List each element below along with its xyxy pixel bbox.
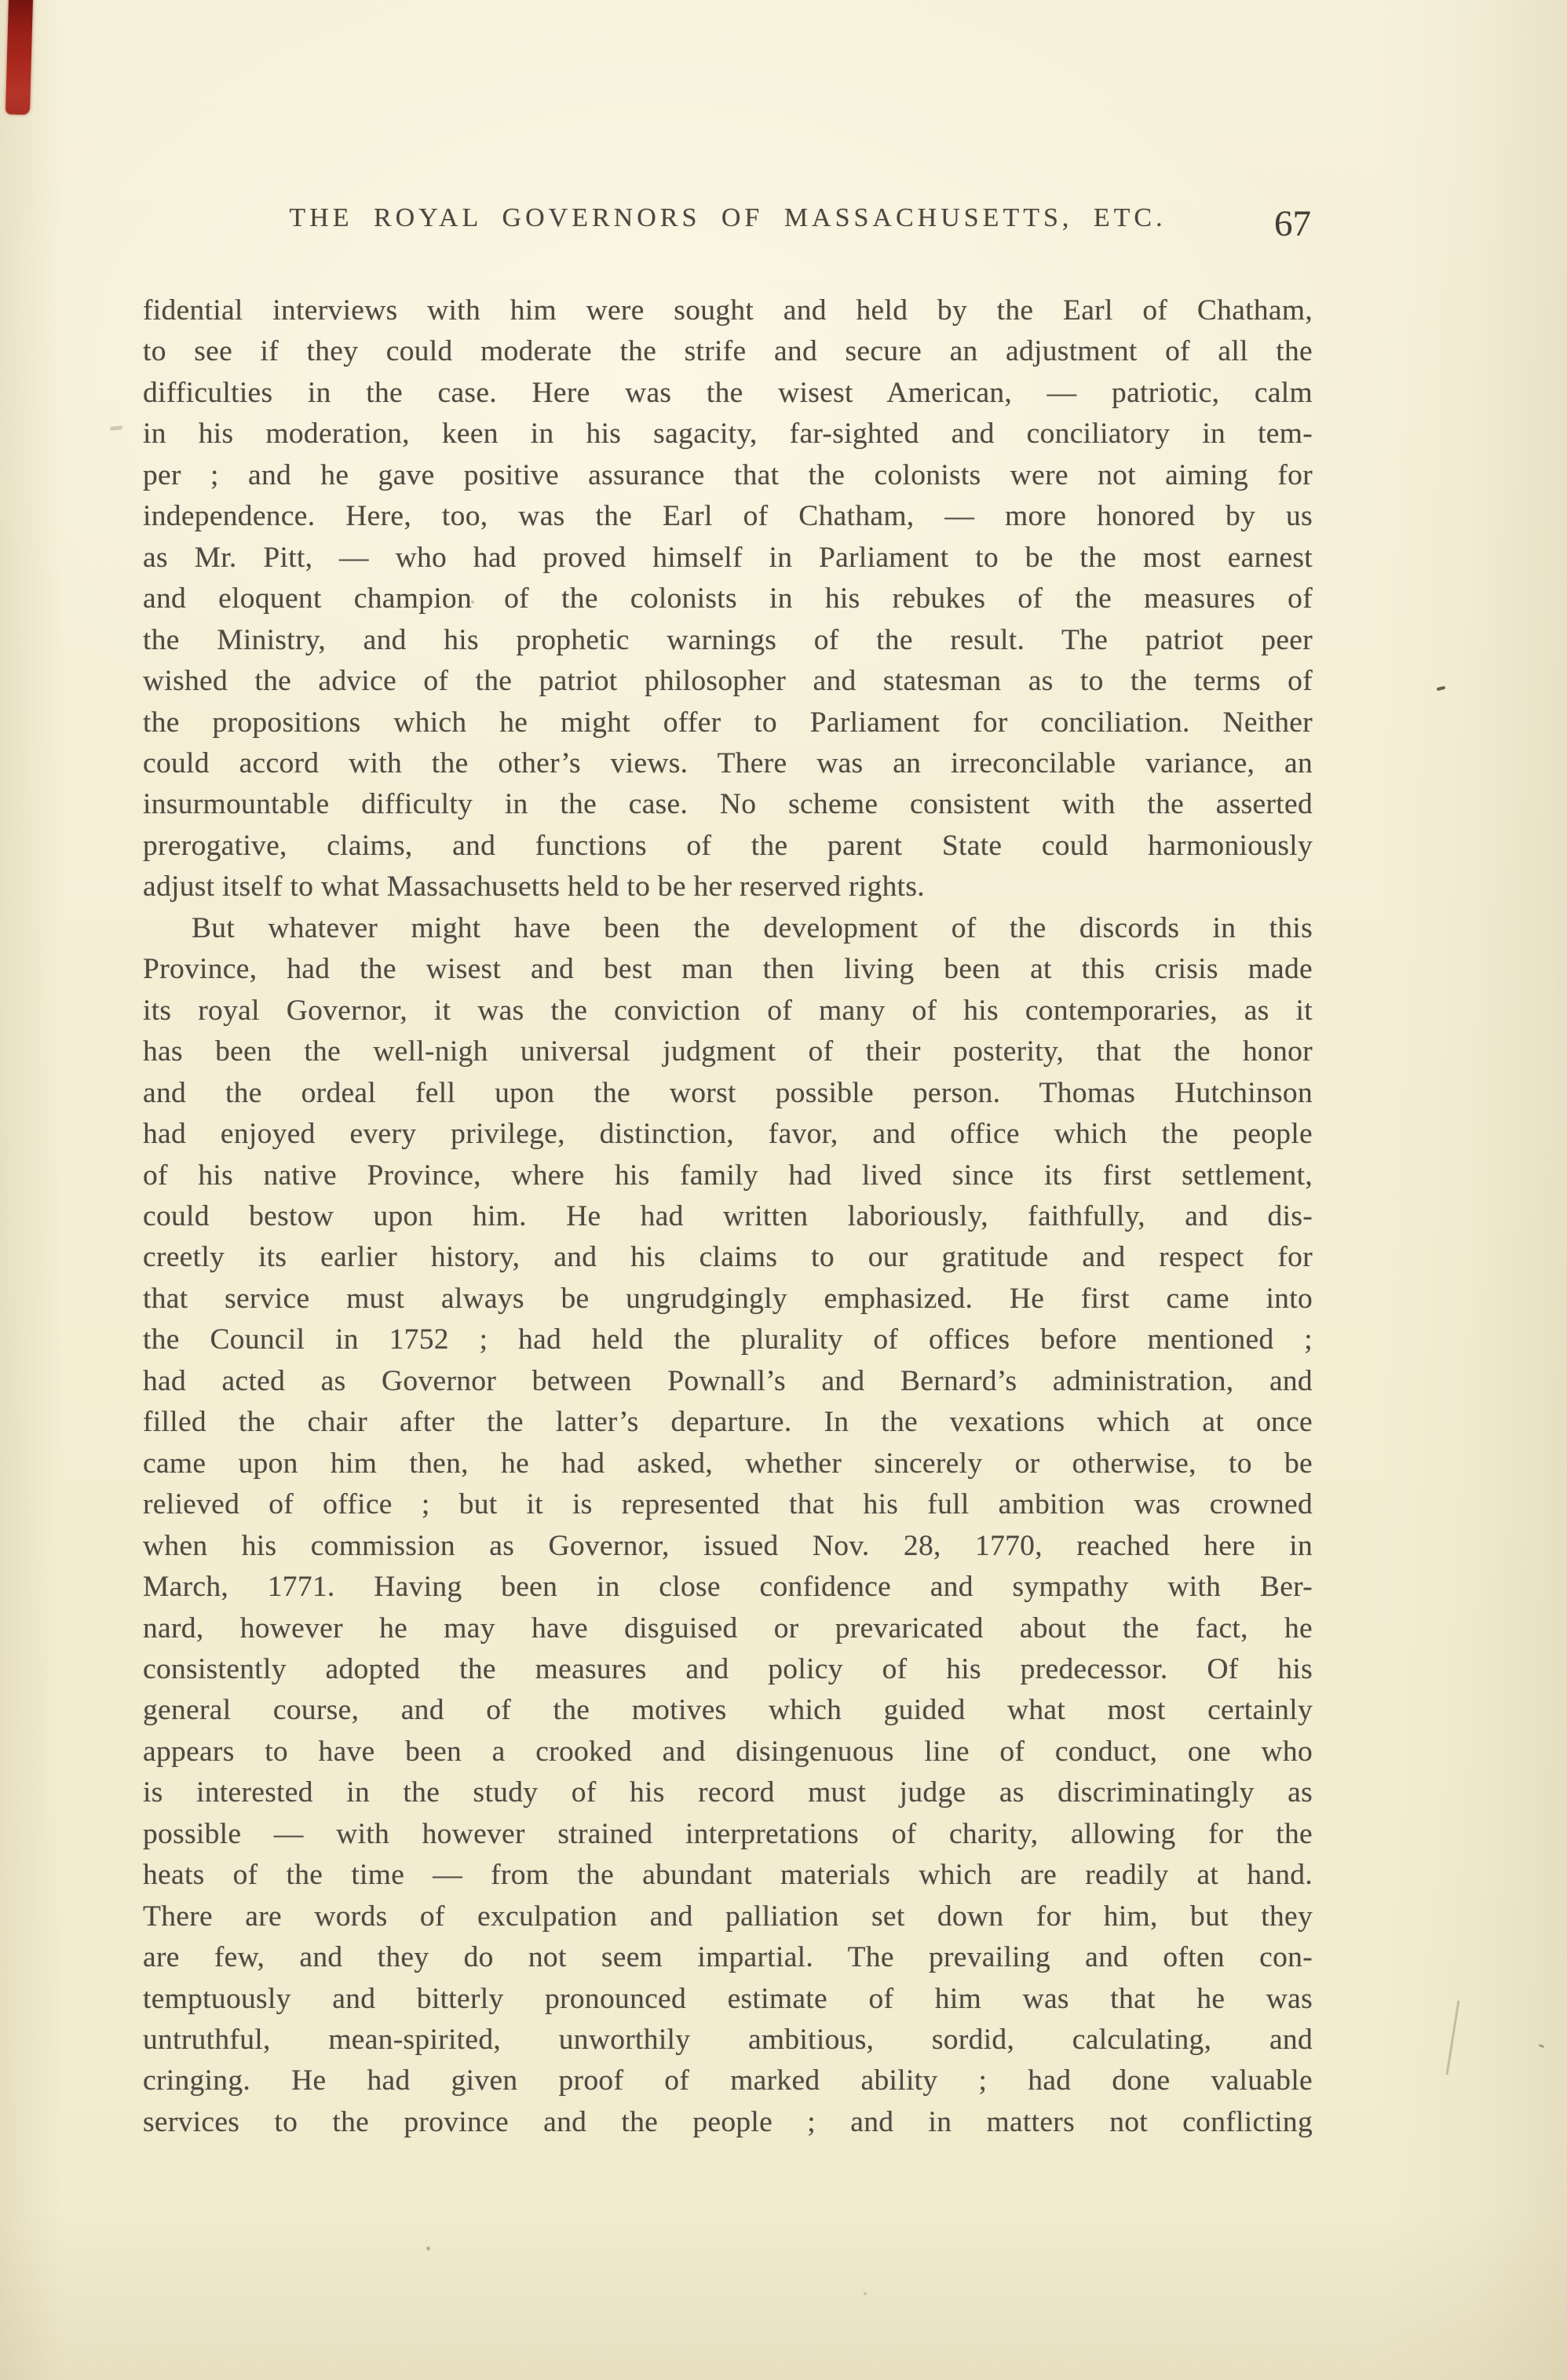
text-line: cringing. He had given proof of marked ability ; had done valuable: [143, 2064, 1313, 2097]
text-line: to see if they could moderate the strife and secure an adjustment of all the: [143, 335, 1313, 368]
text-line: nard, however he may have disguised or prevaricated about the fact, he: [143, 1612, 1313, 1644]
text-line: independence. Here, too, was the Earl of Chatham, — more honored by us: [143, 500, 1313, 533]
text-line: had enjoyed every privilege, distinction, favor, and office which the people: [143, 1118, 1313, 1151]
text-line: appears to have been a crooked and disingenuous line of conduct, one who: [143, 1735, 1313, 1768]
text-line: that service must always be ungrudgingly emphasized. He first came into: [143, 1282, 1313, 1315]
text-line: its royal Governor, it was the conviction of many of his contemporaries, as it: [143, 994, 1313, 1027]
scan-speck: [1539, 2044, 1545, 2048]
text-line: But whatever might have been the development of the discords in this: [192, 911, 1313, 944]
text-line: could bestow upon him. He had written laboriously, faithfully, and dis-: [143, 1199, 1313, 1232]
text-line: consistently adopted the measures and policy of his predecessor. Of his: [143, 1652, 1313, 1685]
text-line: when his commission as Governor, issued Nov. 28, 1770, reached here in: [143, 1529, 1313, 1562]
text-line: filled the chair after the latter’s departure. In the vexations which at once: [143, 1406, 1313, 1439]
text-line: adjust itself to what Massachusetts held to be her reserved rights.: [143, 871, 925, 903]
scan-speck: [426, 2247, 430, 2250]
red-ink-mark: [5, 0, 33, 115]
scan-scratch: [1446, 2000, 1460, 2075]
text-line: came upon him then, he had asked, whether sincerely or otherwise, to be: [143, 1447, 1313, 1480]
text-line: the Ministry, and his prophetic warnings of the result. The patriot peer: [143, 623, 1313, 656]
text-line: insurmountable difficulty in the case. No scheme consistent with the asserted: [143, 788, 1313, 821]
scan-speck: [471, 600, 474, 604]
scan-speck: [1437, 686, 1446, 692]
text-line: Province, had the wisest and best man then living been at this crisis made: [143, 953, 1313, 986]
text-line: per ; and he gave positive assurance that the colonists were not aiming for: [143, 458, 1313, 491]
text-line: has been the well-nigh universal judgment of their posterity, that the honor: [143, 1035, 1313, 1068]
text-line: had acted as Governor between Pownall’s and Bernard’s administration, and: [143, 1364, 1313, 1397]
body-text: [143, 290, 1313, 2143]
text-line: heats of the time — from the abundant materials which are readily at hand.: [143, 1859, 1313, 1892]
text-line: of his native Province, where his family had lived since its first settlement,: [143, 1159, 1313, 1192]
scan-smudge: [110, 425, 122, 431]
text-line: temptuously and bitterly pronounced estimate of him was that he was: [143, 1982, 1313, 2015]
text-line: services to the province and the people ; and in matters not conflicting: [143, 2105, 1313, 2138]
text-line: in his moderation, keen in his sagacity, far-sighted and conciliatory in tem-: [143, 418, 1313, 451]
scan-speck: [864, 2292, 867, 2295]
page-title: THE ROYAL GOVERNORS OF MASSACHUSETTS, ETC.: [289, 203, 1167, 232]
text-line: could accord with the other’s views. There was an irreconcilable variance, an: [143, 746, 1313, 779]
text-line: as Mr. Pitt, — who had proved himself in Parliament to be the most earnest: [143, 541, 1313, 574]
text-line: wished the advice of the patriot philosopher and statesman as to the terms of: [143, 665, 1313, 698]
text-line: possible — with however strained interpretations of charity, allowing for the: [143, 1817, 1313, 1850]
text-line: fidential interviews with him were sought and held by the Earl of Chatham,: [143, 294, 1313, 327]
text-line: is interested in the study of his record must judge as discriminatingly as: [143, 1776, 1313, 1809]
text-line: general course, and of the motives which guided what most certainly: [143, 1694, 1313, 1727]
text-line: creetly its earlier history, and his claims to our gratitude and respect for: [143, 1241, 1313, 1274]
text-line: relieved of office ; but it is represented that his full ambition was crowned: [143, 1488, 1313, 1521]
text-line: There are words of exculpation and palliation set down for him, but they: [143, 1900, 1313, 1933]
text-line: and the ordeal fell upon the worst possible person. Thomas Hutchinson: [143, 1076, 1313, 1109]
text-line: are few, and they do not seem impartial. The prevailing and often con-: [143, 1941, 1313, 1974]
page-number: 67: [1274, 203, 1311, 244]
text-line: and eloquent champion of the colonists in his rebukes of the measures of: [143, 582, 1313, 615]
text-line: prerogative, claims, and functions of the parent State could harmoniously: [143, 829, 1313, 862]
text-line: difficulties in the case. Here was the wisest American, — patriotic, calm: [143, 376, 1313, 409]
text-line: March, 1771. Having been in close confidence and sympathy with Ber-: [143, 1571, 1313, 1604]
text-line: the propositions which he might offer to Parliament for conciliation. Neither: [143, 706, 1313, 739]
text-line: untruthful, mean-spirited, unworthily ambitious, sordid, calculating, and: [143, 2024, 1313, 2057]
text-line: the Council in 1752 ; had held the plurality of offices before mentioned ;: [143, 1323, 1313, 1356]
running-head: [143, 201, 1313, 244]
